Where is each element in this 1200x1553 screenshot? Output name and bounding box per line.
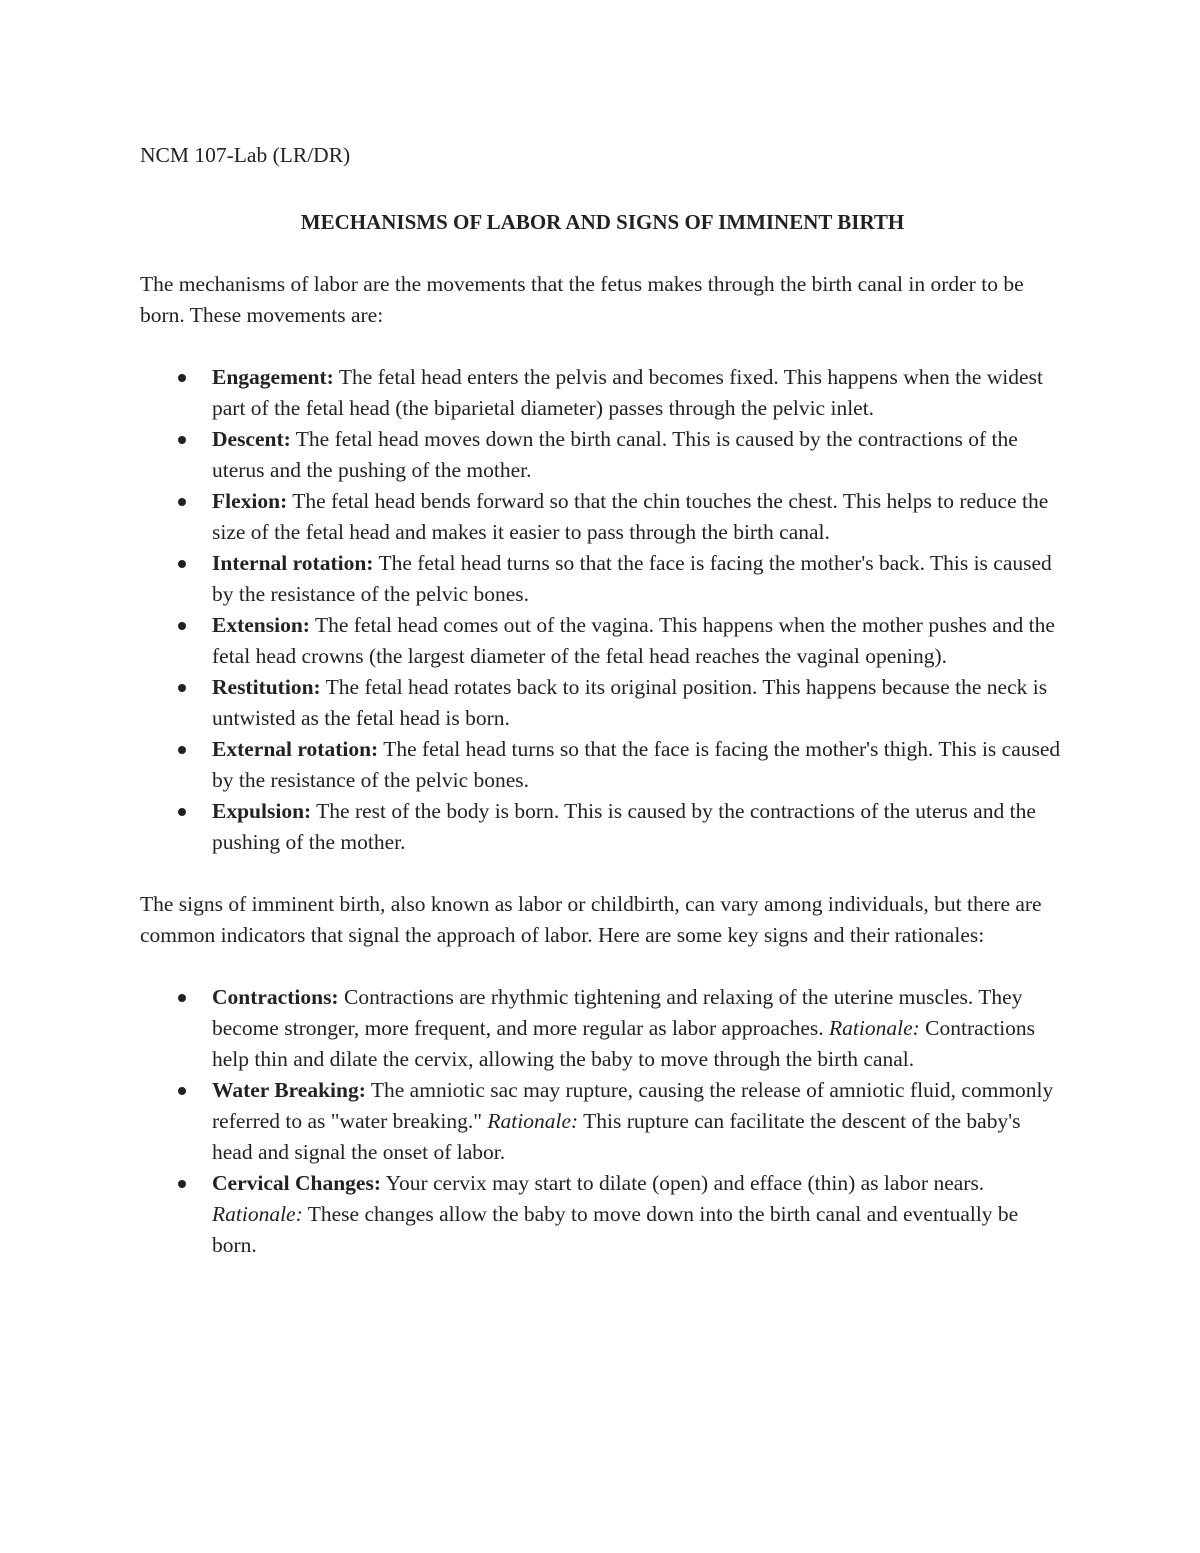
list-item (140, 734, 1065, 796)
term-label: Expulsion: (212, 799, 312, 823)
term-label: Flexion: (212, 489, 288, 513)
term-description: The fetal head enters the pelvis and becomes fixed. This happens when the widest part of the fetal head (the biparietal diameter) passes through the pelvic inlet. (212, 365, 1043, 420)
term-label: Descent: (212, 427, 291, 451)
list-item (140, 424, 1065, 486)
mechanisms-intro: The mechanisms of labor are the movements that the fetus makes through the birth canal in order to be born. These movements are: (140, 272, 1024, 327)
term-description: The amniotic sac may rupture, causing the release of amniotic fluid, commonly referred to as "water breaking." (212, 1078, 1054, 1133)
mechanisms-list (140, 362, 1065, 858)
bullet-icon (178, 1087, 186, 1095)
rationale-label: Rationale: (212, 1202, 303, 1226)
rationale-label: Rationale: (829, 1016, 920, 1040)
term-description: The fetal head comes out of the vagina. This happens when the mother pushes and the fetal head crowns (the largest diameter of the fetal head reaches the vaginal opening). (212, 613, 1055, 668)
list-item (140, 486, 1065, 548)
rationale-label: Rationale: (487, 1109, 579, 1133)
list-item (140, 362, 1065, 424)
list-item (140, 548, 1065, 610)
bullet-icon (178, 808, 186, 816)
signs-intro: The signs of imminent birth, also known as labor or childbirth, can vary among individuals, but there are common indicators that signal the approach of labor. Here are some key signs and their rationales: (140, 892, 1042, 947)
term-description: The fetal head bends forward so that the chin touches the chest. This helps to reduce the size of the fetal head and makes it easier to pass through the birth canal. (212, 489, 1049, 544)
list-item (140, 1075, 1065, 1168)
list-item (140, 672, 1065, 734)
term-label: Water Breaking: (212, 1078, 366, 1102)
bullet-icon (178, 374, 186, 382)
bullet-icon (178, 746, 186, 754)
term-description: The rest of the body is born. This is caused by the contractions of the uterus and the pushing of the mother. (212, 799, 1036, 854)
term-description: Your cervix may start to dilate (open) and efface (thin) as labor nears. (381, 1171, 985, 1195)
term-description: Contractions are rhythmic tightening and relaxing of the uterine muscles. They become stronger, more frequent, and more regular as labor approaches. (212, 985, 1023, 1040)
list-item (140, 1168, 1065, 1261)
rationale-text: This rupture can facilitate the descent of the baby's head and signal the onset of labor. (212, 1109, 1021, 1164)
document-title: MECHANISMS OF LABOR AND SIGNS OF IMMINENT BIRTH (300, 210, 905, 234)
signs-list (140, 982, 1065, 1261)
term-label: Engagement: (212, 365, 334, 389)
bullet-icon (178, 498, 186, 506)
course-line: NCM 107-Lab (LR/DR) (140, 143, 351, 167)
rationale-text: These changes allow the baby to move down into the birth canal and eventually be born. (212, 1202, 1019, 1257)
term-label: Restitution: (212, 675, 321, 699)
list-item (140, 796, 1065, 858)
term-label: External rotation: (212, 737, 379, 761)
list-item (140, 982, 1065, 1075)
term-description: The fetal head turns so that the face is facing the mother's thigh. This is caused by the resistance of the pelvic bones. (212, 737, 1061, 792)
list-item (140, 610, 1065, 672)
term-label: Extension: (212, 613, 310, 637)
bullet-icon (178, 622, 186, 630)
term-description: The fetal head turns so that the face is facing the mother's back. This is caused by the resistance of the pelvic bones. (212, 551, 1052, 606)
rationale-text: Contractions help thin and dilate the cervix, allowing the baby to move through the birth canal. (212, 1016, 1036, 1071)
term-label: Internal rotation: (212, 551, 374, 575)
bullet-icon (178, 994, 186, 1002)
term-label: Contractions: (212, 985, 339, 1009)
term-description: The fetal head rotates back to its original position. This happens because the neck is untwisted as the fetal head is born. (212, 675, 1048, 730)
document-page (140, 140, 1065, 1292)
bullet-icon (178, 436, 186, 444)
bullet-icon (178, 1180, 186, 1188)
bullet-icon (178, 560, 186, 568)
bullet-icon (178, 684, 186, 692)
term-label: Cervical Changes: (212, 1171, 381, 1195)
term-description: The fetal head moves down the birth canal. This is caused by the contractions of the uterus and the pushing of the mother. (212, 427, 1018, 482)
